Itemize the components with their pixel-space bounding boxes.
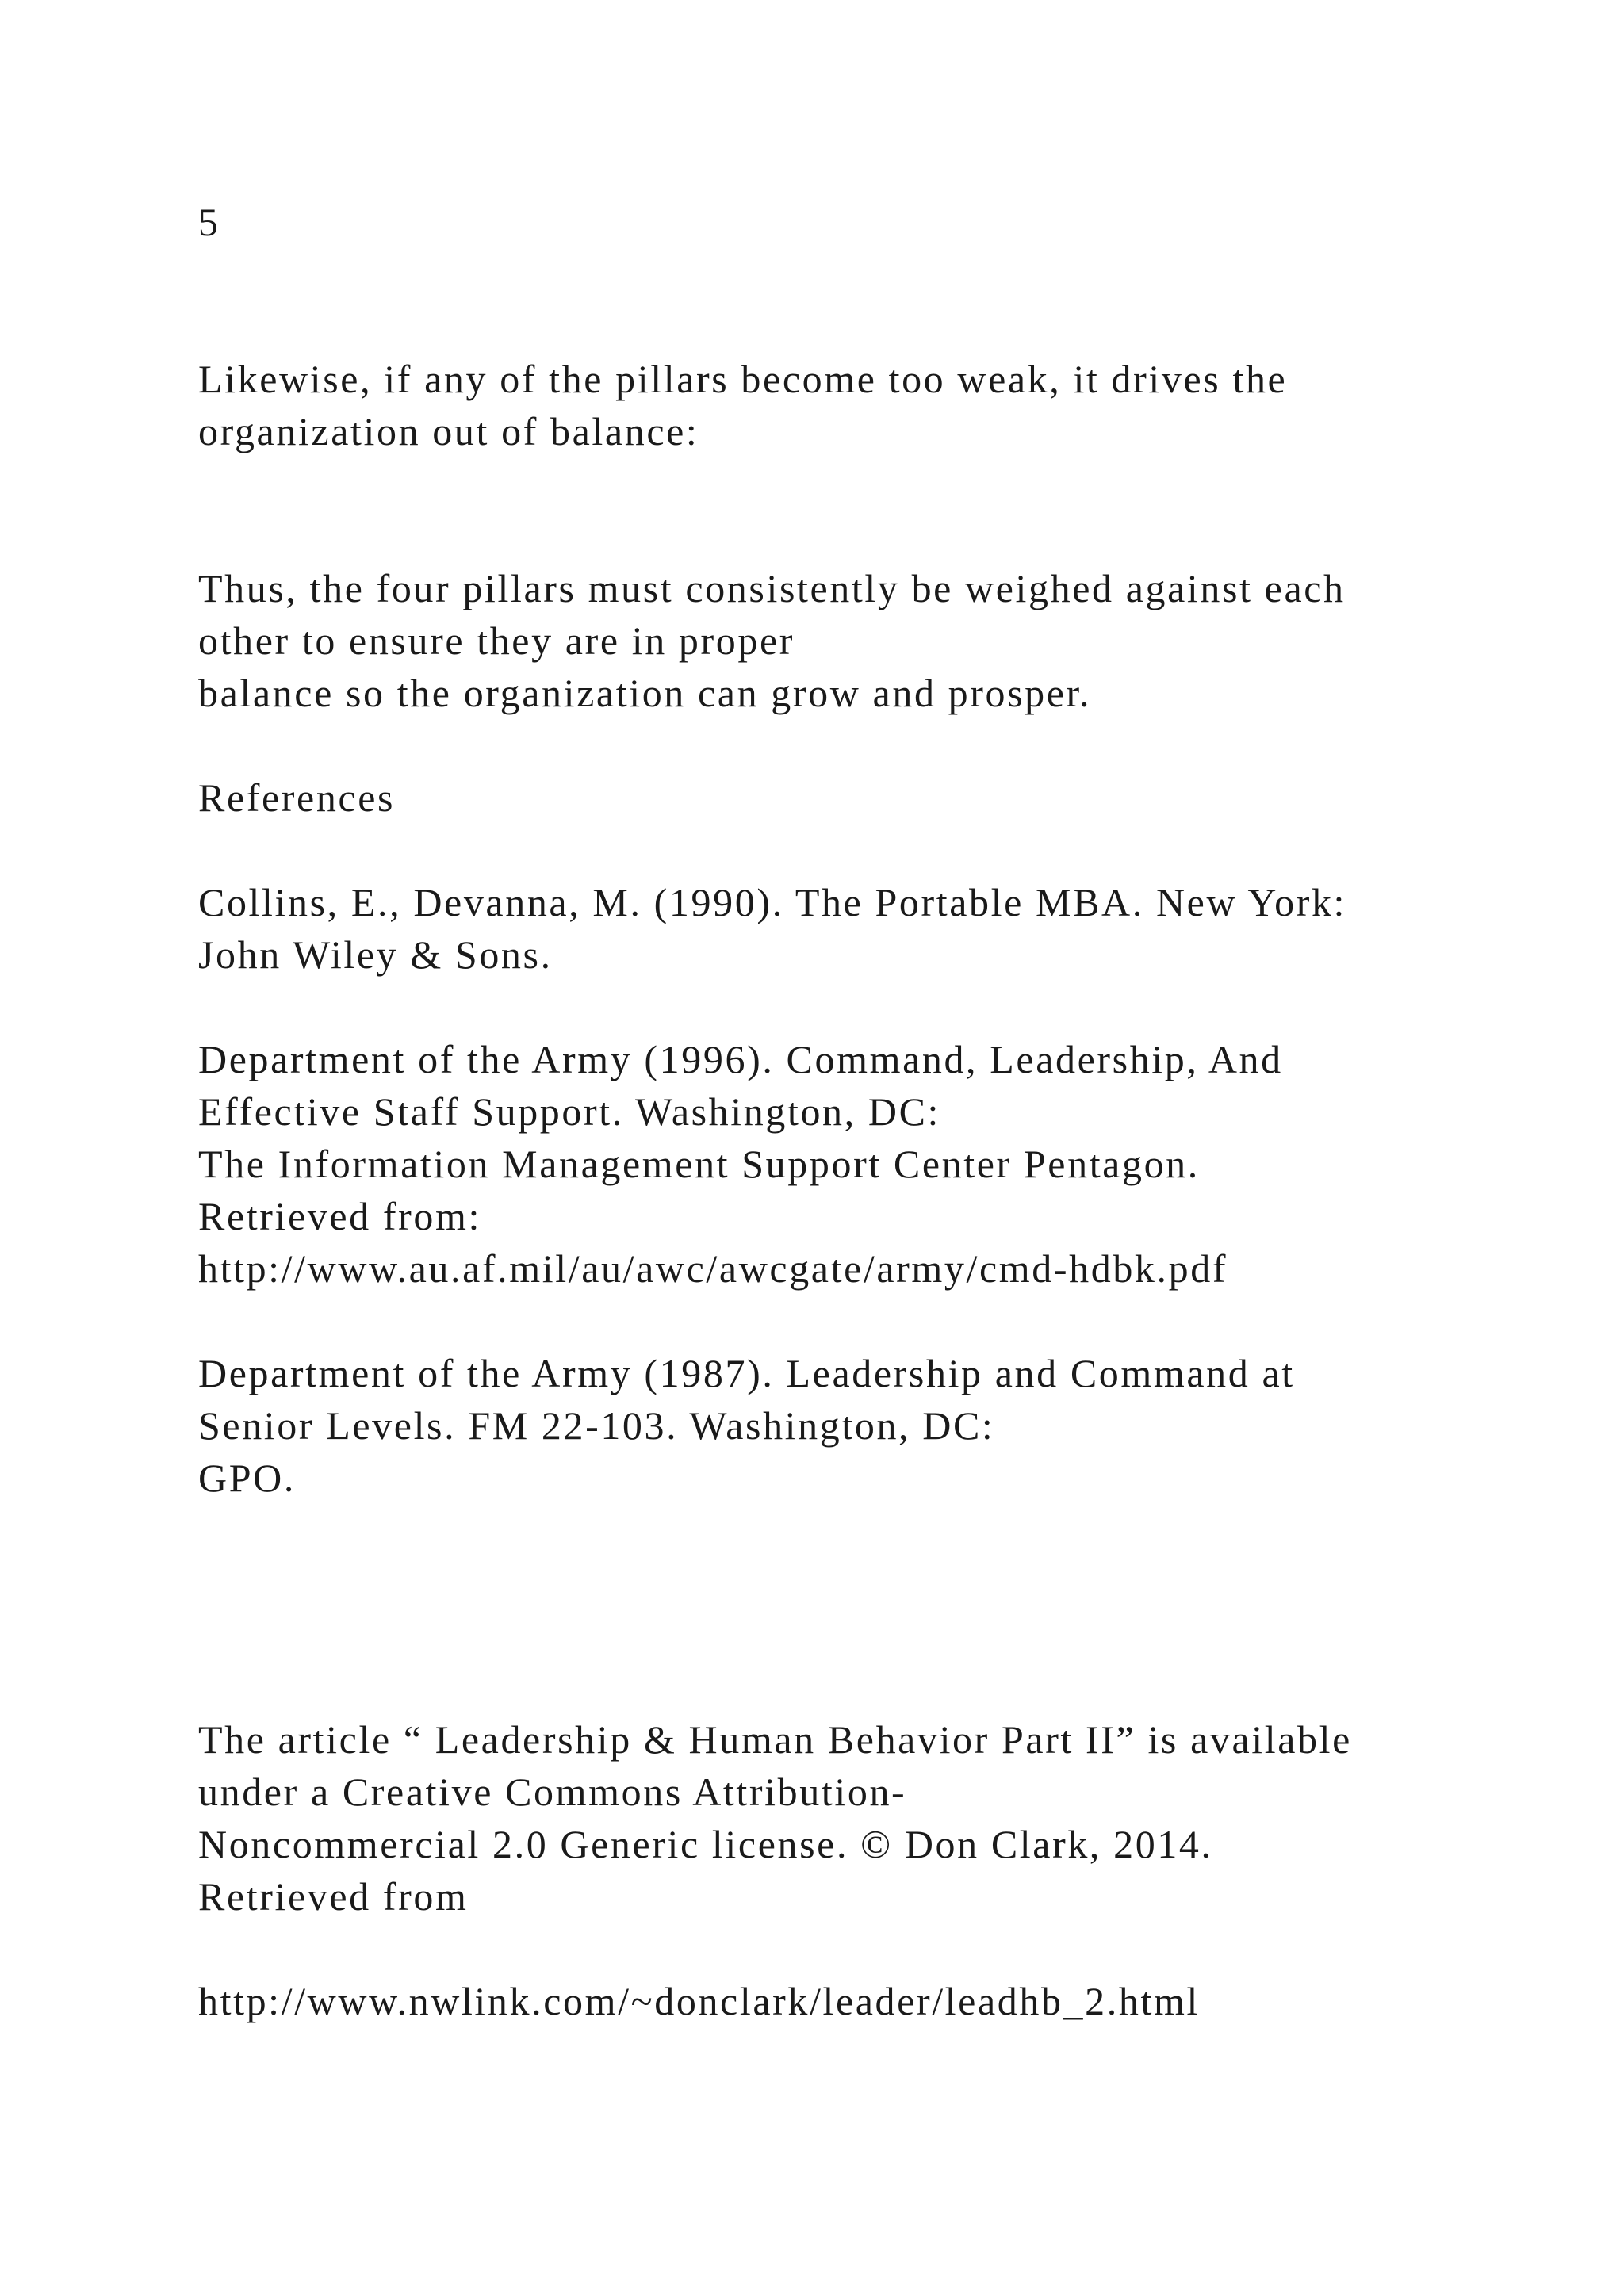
reference-collins-line-1: Collins, E., Devanna, M. (1990). The Portable MBA. New York: xyxy=(198,880,1347,924)
reference-army-1996-line-3: The Information Management Support Center Pentagon. xyxy=(198,1142,1200,1186)
attribution-line-4: Retrieved from xyxy=(198,1874,469,1919)
reference-army-1987-line-1: Department of the Army (1987). Leadership and Command at xyxy=(198,1351,1295,1395)
reference-army-1987-line-3: GPO. xyxy=(198,1456,296,1500)
page-number: 5 xyxy=(198,200,220,244)
reference-army-1996-line-2: Effective Staff Support. Washington, DC: xyxy=(198,1089,941,1134)
attribution-line-3: Noncommercial 2.0 Generic license. © Don Clark, 2014. xyxy=(198,1822,1213,1866)
attribution-line-2: under a Creative Commons Attribution- xyxy=(198,1770,907,1814)
reference-collins-line-2: John Wiley & Sons. xyxy=(198,932,553,977)
references-heading: References xyxy=(198,775,396,820)
paragraph-thus-line-2: other to ensure they are in proper xyxy=(198,618,795,663)
paragraph-thus-line-1: Thus, the four pillars must consistently be weighed against each xyxy=(198,566,1346,610)
reference-army-1996-line-4: Retrieved from: xyxy=(198,1194,481,1238)
paragraph-thus-line-3: balance so the organization can grow and prosper. xyxy=(198,671,1092,715)
paragraph-likewise-line-2: organization out of balance: xyxy=(198,409,699,453)
attribution-line-1: The article “ Leadership & Human Behavior Part II” is available xyxy=(198,1717,1352,1762)
reference-army-1996-line-1: Department of the Army (1996). Command, Leadership, And xyxy=(198,1037,1283,1081)
attribution-url: http://www.nwlink.com/~donclark/leader/leadhb_2.html xyxy=(198,1979,1200,2023)
reference-army-1987-line-2: Senior Levels. FM 22-103. Washington, DC: xyxy=(198,1403,995,1448)
paragraph-likewise-line-1: Likewise, if any of the pillars become too weak, it drives the xyxy=(198,357,1288,401)
reference-army-1996-url: http://www.au.af.mil/au/awc/awcgate/army/cmd-hdbk.pdf xyxy=(198,1246,1228,1291)
